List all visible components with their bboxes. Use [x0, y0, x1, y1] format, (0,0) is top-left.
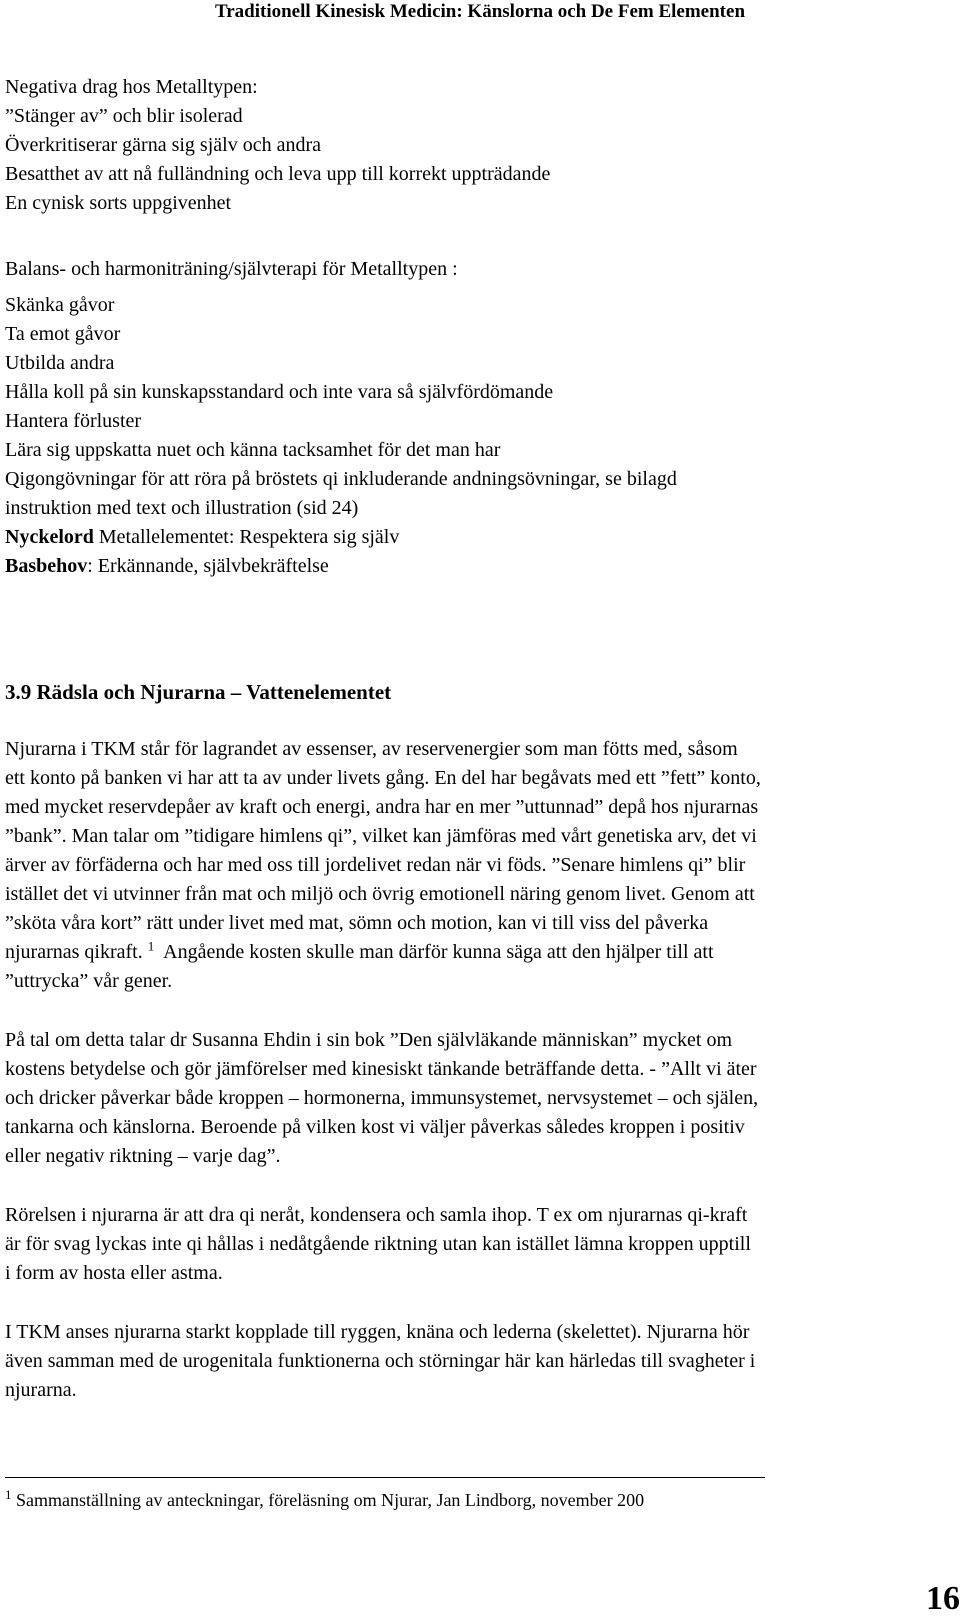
paragraph-line: eller negativ riktning – varje dag”. [5, 1145, 281, 1167]
paragraph-line: ärver av förfäderna och har med oss till jordelivet redan när vi föds. ”Senare himlens qi” blir [5, 854, 746, 876]
paragraph-line: i form av hosta eller astma. [5, 1262, 223, 1284]
keyword-line [5, 523, 945, 552]
footnote-reference[interactable]: 1 [147, 938, 155, 954]
list-item: Qigongövningar för att röra på bröstets qi inkluderande andningsövningar, se bilagd [5, 468, 677, 490]
list-item: En cynisk sorts uppgivenhet [5, 192, 232, 214]
list-item: Hantera förluster [5, 410, 142, 432]
paragraph-line [5, 938, 945, 967]
section-heading: 3.9 Rädsla och Njurarna – Vattenelementet [5, 680, 392, 704]
balance-section [5, 255, 945, 581]
keyword-text: Metallelementet: Respektera sig själv [93, 526, 400, 548]
footnote-text: Sammanställning av anteckningar, föreläsning om Njurar, Jan Lindborg, november 200 [11, 1490, 645, 1510]
list-item: Besatthet av att nå fulländning och leva upp till korrekt uppträdande [5, 163, 551, 185]
paragraph-text: Angående kosten skulle man därför kunna säga att den hjälper till att [154, 941, 714, 963]
list-item: Utbilda andra [5, 352, 115, 374]
list-item: instruktion med text och illustration (sid 24) [5, 497, 359, 519]
negative-traits-title: Negativa drag hos Metalltypen: [5, 76, 258, 98]
page-header: Traditionell Kinesisk Medicin: Känslorna och De Fem Elementen [214, 1, 746, 22]
paragraph-line: Njurarna i TKM står för lagrandet av essenser, av reservenergier som man fötts med, såsom [5, 738, 738, 760]
footnote-mark: 1 [5, 1487, 12, 1502]
needs-text: : Erkännande, självbekräftelse [87, 555, 329, 577]
paragraph-line: ett konto på banken vi har att ta av under livets gång. En del har begåvats med ett ”fett” konto, [5, 767, 761, 789]
paragraph-1 [5, 735, 945, 996]
paragraph-line: är för svag lyckas inte qi hållas i nedåtgående riktning utan kan istället lämna kroppen upptill [5, 1233, 751, 1255]
paragraph-line: I TKM anses njurarna starkt kopplade till ryggen, knäna och lederna (skelettet). Njurarna hör [5, 1321, 750, 1343]
paragraph-line: tankarna och känslorna. Beroende på vilken kost vi väljer påverkas således kroppen i positiv [5, 1116, 745, 1138]
paragraph-line: ”bank”. Man talar om ”tidigare himlens qi”, vilket kan jämföras med vårt genetiska arv, det vi [5, 825, 757, 847]
page-number: 16 [926, 1580, 960, 1617]
list-item: Hålla koll på sin kunskapsstandard och inte vara så självfördömande [5, 381, 554, 403]
list-item: Skänka gåvor [5, 294, 115, 316]
paragraph-line: kostens betydelse och gör jämförelser med kinesiskt tänkande beträffande detta. - ”Allt vi äter [5, 1058, 757, 1080]
paragraph-line: istället det vi utvinner från mat och miljö och övrig emotionell näring genom livet. Genom att [5, 883, 755, 905]
list-item: ”Stänger av” och blir isolerad [5, 105, 243, 127]
list-item: Ta emot gåvor [5, 323, 121, 345]
list-item: Lära sig uppskatta nuet och känna tacksamhet för det man har [5, 439, 501, 461]
paragraph-4 [5, 1318, 945, 1405]
paragraph-line: med mycket reservdepåer av kraft och energi, andra har en mer ”uttunnad” depå hos njurarnas [5, 796, 759, 818]
negative-traits-section [5, 73, 945, 218]
needs-line [5, 552, 945, 581]
paragraph-line: och dricker påverkar både kroppen – hormonerna, immunsystemet, nervsystemet – och själen, [5, 1087, 759, 1109]
footnote [5, 1487, 645, 1511]
needs-label: Basbehov [5, 555, 88, 577]
paragraph-line: även samman med de urogenitala funktionerna och störningar här kan härledas till svagheter i [5, 1350, 756, 1372]
paragraph-line: ”sköta våra kort” rätt under livet med mat, sömn och motion, kan vi till viss del påverka [5, 912, 709, 934]
paragraph-text: njurarnas qikraft. [5, 941, 143, 963]
paragraph-3 [5, 1201, 945, 1288]
list-item: Överkritiserar gärna sig själv och andra [5, 134, 321, 156]
keyword-label: Nyckelord [5, 526, 94, 548]
paragraph-line: ”uttrycka” vår gener. [5, 970, 173, 992]
paragraph-line: På tal om detta talar dr Susanna Ehdin i sin bok ”Den självläkande människan” mycket om [5, 1029, 733, 1051]
paragraph-line: Rörelsen i njurarna är att dra qi neråt, kondensera och samla ihop. T ex om njurarnas qi-kraft [5, 1204, 748, 1226]
paragraph-line: njurarna. [5, 1379, 77, 1401]
balance-title: Balans- och harmoniträning/självterapi för Metalltypen : [5, 258, 458, 280]
paragraph-2 [5, 1026, 945, 1171]
footnote-divider [5, 1477, 765, 1478]
